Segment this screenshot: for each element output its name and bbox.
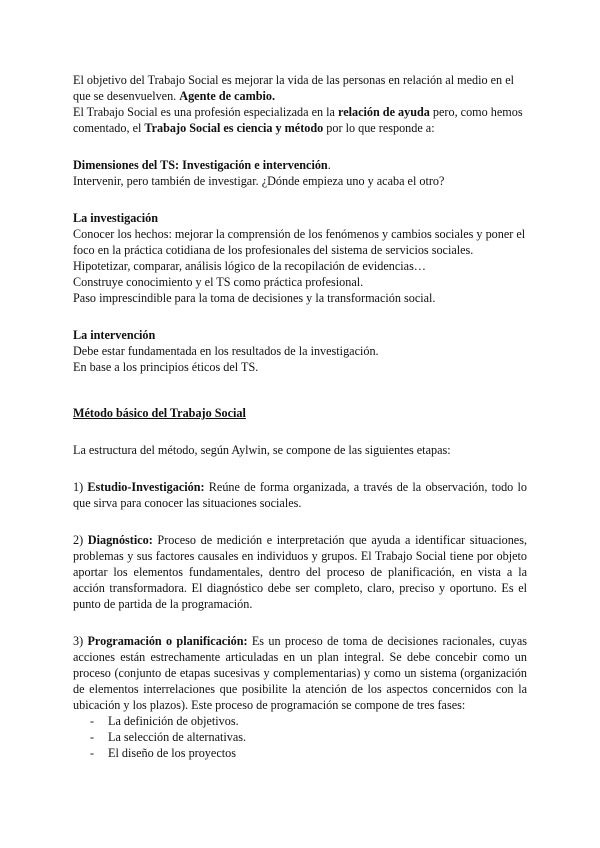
step-3-text: Es un proceso de toma de decisiones racionales, cuyas acciones están estrechamente articuladas en un plan integral. Se debe concebir como un proceso (conjunto de etapas sucesivas y complementarias) y como un sistema (organización de elementos interrelaciones que posibilite la atención de los aspectos concernidos con la ubicación y los plazos). Este proceso de programación se compone de tres fases: xyxy=(73,634,527,712)
step-2-title: Diagnóstico: xyxy=(87,533,153,547)
intro-p2-bold-b: relación de ayuda xyxy=(338,105,430,119)
step-2-paragraph xyxy=(73,532,527,612)
metodo-heading: Método básico del Trabajo Social xyxy=(73,406,246,420)
intro-p2-text-c: pero, como hemos comentado, el xyxy=(73,105,523,135)
dimensiones-heading-period: . xyxy=(327,158,331,172)
programacion-phases-list xyxy=(73,713,527,761)
intro-paragraph-1 xyxy=(73,72,527,104)
intro-text: El objetivo del Trabajo Social es mejorar la vida de las personas en relación al medio en el que se desenvuelven. xyxy=(73,73,514,103)
step-1-paragraph xyxy=(73,479,527,511)
intervencion-line: Debe estar fundamentada en los resultados de la investigación. xyxy=(73,344,379,358)
step-3-number: 3) xyxy=(73,634,88,648)
step-1-title: Estudio-Investigación: xyxy=(87,480,205,494)
dash-bullet: - xyxy=(90,746,95,760)
investigacion-line: Hipotetizar, comparar, análisis lógico de la recopilación de evidencias… xyxy=(73,259,426,273)
investigacion-line: Construye conocimiento y el TS como práctica profesional. xyxy=(73,275,364,289)
phase-text: La selección de alternativas. xyxy=(108,730,247,744)
document-body xyxy=(73,72,527,761)
step-2-text: Proceso de medición e interpretación que ayuda a identificar situaciones, problemas y sus factores causales en individuos y grupos. El Trabajo Social tiene por objeto aportar los elementos fundamentales, dentro del proceso de planificación, en vista a la acción transformadora. El diagnóstico debe ser completo, claro, preciso y oportuno. Es el punto de partida de la programación. xyxy=(73,533,527,611)
step-1-number: 1) xyxy=(73,480,88,494)
step-3-paragraph xyxy=(73,633,527,713)
step-1-text: Reúne de forma organizada, a través de la observación, todo lo que sirva para conocer las situaciones sociales. xyxy=(73,480,527,510)
intro-p2-text-e: por lo que responde a: xyxy=(323,121,435,135)
intro-p2-bold-d: Trabajo Social es ciencia y método xyxy=(144,121,324,135)
intro-bold-term: Agente de cambio xyxy=(179,89,273,103)
dash-bullet: - xyxy=(90,730,95,744)
intervencion-line: En base a los principios éticos del TS. xyxy=(73,360,259,374)
list-item xyxy=(73,729,527,745)
metodo-intro: La estructura del método, según Aylwin, se compone de las siguientes etapas: xyxy=(73,443,451,457)
phase-text: El diseño de los proyectos xyxy=(108,746,236,760)
investigacion-line: Paso imprescindible para la toma de decisiones y la transformación social. xyxy=(73,291,436,305)
step-2-number: 2) xyxy=(73,533,88,547)
intervencion-heading: La intervención xyxy=(73,328,156,342)
phase-text: La definición de objetivos. xyxy=(108,714,239,728)
dimensiones-heading xyxy=(73,157,527,173)
dash-bullet: - xyxy=(90,714,95,728)
step-3-title: Programación o planificación: xyxy=(87,634,248,648)
intro-period: . xyxy=(272,89,276,103)
dimensiones-heading-text: Dimensiones del TS: Investigación e intervención xyxy=(73,158,328,172)
investigacion-heading: La investigación xyxy=(73,211,158,225)
dimensiones-text: Intervenir, pero también de investigar. ¿Dónde empieza uno y acaba el otro? xyxy=(73,174,445,188)
investigacion-line: Conocer los hechos: mejorar la comprensión de los fenómenos y cambios sociales y poner el foco en la práctica cotidiana de los profesionales del sistema de servicios sociales. xyxy=(73,227,526,257)
list-item xyxy=(73,745,527,761)
list-item xyxy=(73,713,527,729)
intro-paragraph-2 xyxy=(73,104,527,136)
intro-p2-text-a: El Trabajo Social es una profesión especializada en la xyxy=(73,105,338,119)
